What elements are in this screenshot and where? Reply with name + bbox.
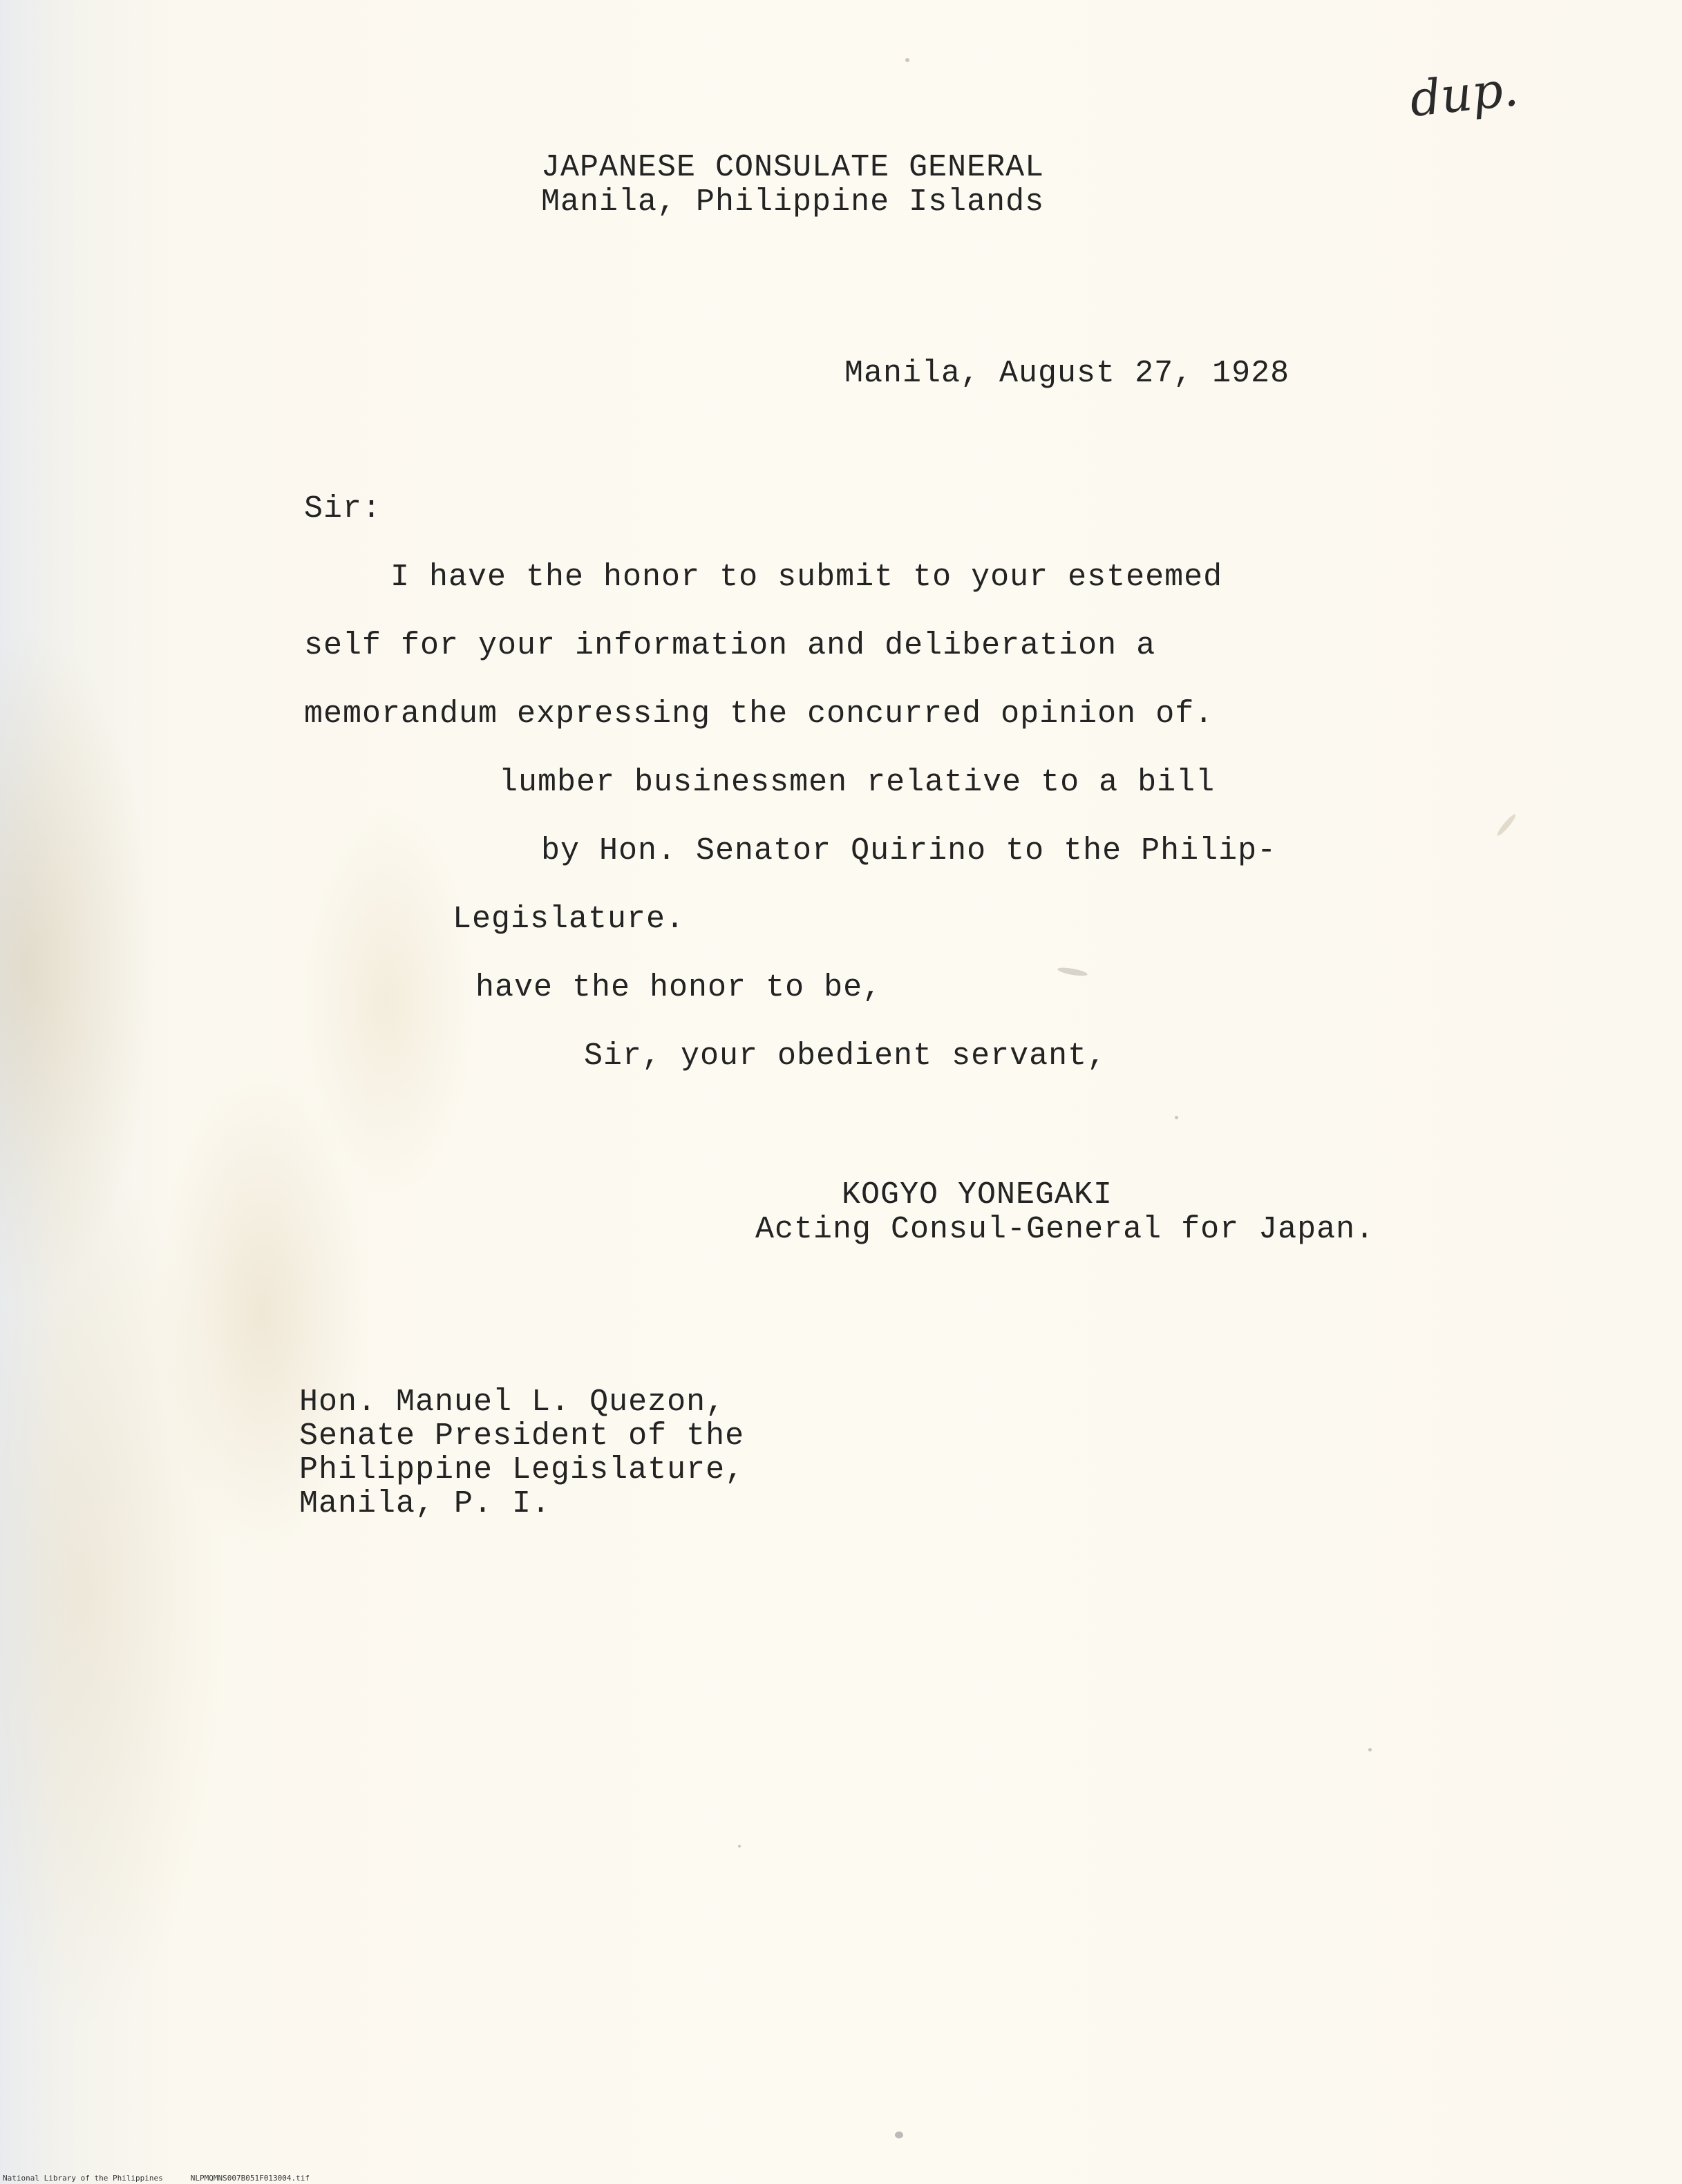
archive-filename: NLPMQMNS007B051F013004.tif [190, 2174, 310, 2183]
paper-speck [1368, 1748, 1372, 1751]
body-line-1: I have the honor to submit to your esteemed [390, 560, 1223, 595]
salutation: Sir: [304, 491, 382, 526]
closing-line-1: have the honor to be, [475, 970, 882, 1005]
addressee-line-1: Hon. Manuel L. Quezon, [299, 1385, 726, 1420]
signatory-title: Acting Consul-General for Japan. [755, 1212, 1375, 1247]
closing-line-2: Sir, your obedient servant, [584, 1038, 1107, 1074]
paper-speck [1175, 1116, 1178, 1119]
signatory-name: KOGYO YONEGAKI [842, 1177, 1113, 1213]
addressee-line-4: Manila, P. I. [299, 1486, 551, 1521]
body-line-5: by Hon. Senator Quirino to the Philip- [541, 833, 1277, 868]
letterhead-location: Manila, Philippine Islands [541, 184, 1045, 220]
body-line-6: Legislature. [453, 902, 686, 937]
paper-speck [1495, 813, 1518, 837]
paper-speck [1057, 966, 1088, 978]
archive-footer [3, 2174, 310, 2183]
body-line-3: memorandum expressing the concurred opinion of. [304, 696, 1214, 732]
letterhead-title: JAPANESE CONSULATE GENERAL [541, 150, 1045, 185]
paper-speck [738, 1845, 741, 1848]
body-line-2: self for your information and deliberation a [304, 628, 1156, 663]
addressee-line-3: Philippine Legislature, [299, 1452, 745, 1488]
letter-date: Manila, August 27, 1928 [844, 356, 1290, 391]
body-line-4: lumber businessmen relative to a bill [499, 765, 1216, 800]
addressee-line-2: Senate President of the [299, 1418, 745, 1454]
archive-source: National Library of the Philippines [3, 2174, 163, 2183]
paper-speck [895, 2131, 903, 2138]
paper-speck [905, 58, 909, 62]
handwritten-annotation: dup. [1407, 60, 1521, 128]
